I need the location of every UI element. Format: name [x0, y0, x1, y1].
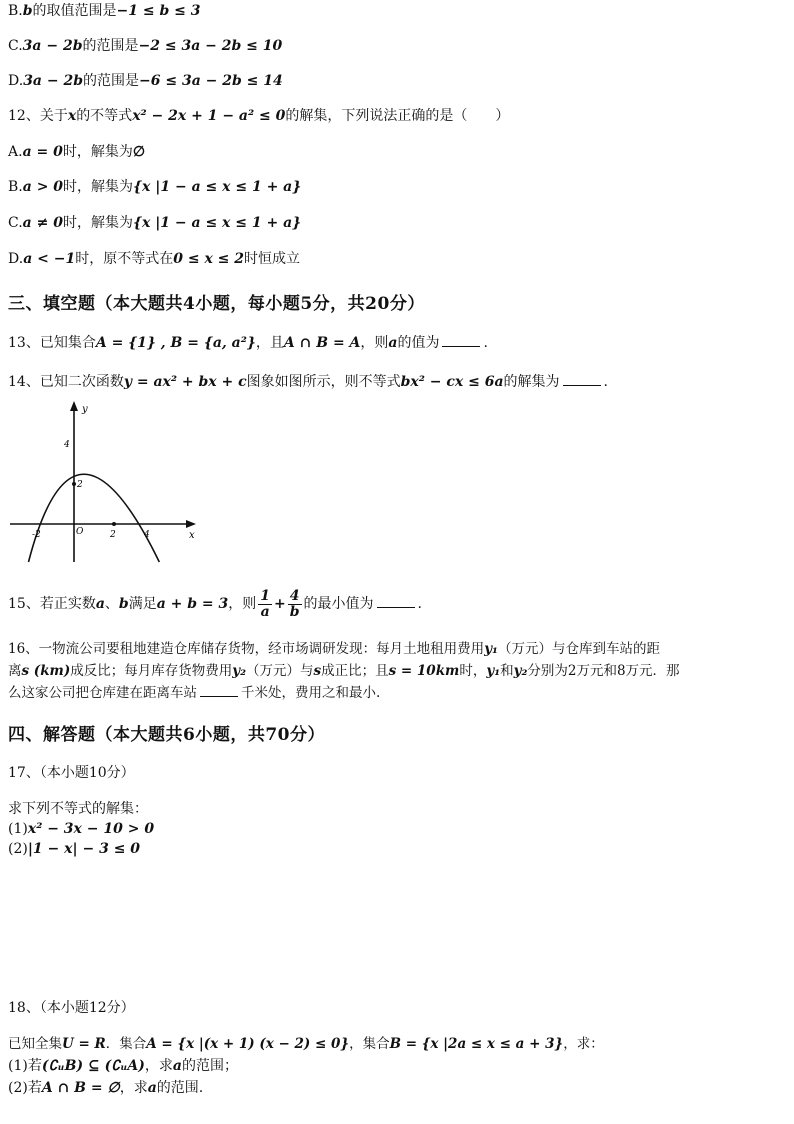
q14: 14、已知二次函数y = ax² + bx + c图象如图所示，则不等式bx² − cx ≤ 6a的解集为 .	[8, 374, 608, 390]
x-tick-label-neg2: -2	[32, 530, 41, 540]
y-tick-dot-2	[72, 482, 76, 486]
q12-option-d: D.a < −1时，原不等式在0 ≤ x ≤ 2时恒成立	[8, 251, 301, 267]
q15: 15、若正实数a、b满足a + b = 3，则 $\frac{1}{a}$ + $\frac{4}{b}$ 的最小值为 .	[8, 587, 422, 620]
q12-option-c: C.a ≠ 0时，解集为{x |1 − a ≤ x ≤ 1 + a}	[8, 215, 302, 231]
q18-stem: 已知全集U = R．集合A = {x |(x + 1) (x − 2) ≤ 0}，集合B = {x |2a ≤ x ≤ a + 3}，求：	[8, 1036, 604, 1052]
y-tick-label-4: 4	[64, 440, 70, 450]
section-4-heading: 四、解答题（本大题共6小题，共70分）	[8, 725, 325, 745]
q17-title: 17、（本小题10分）	[8, 765, 135, 781]
q12-option-b: B.a > 0时，解集为{x |1 − a ≤ x ≤ 1 + a}	[8, 179, 302, 195]
answer-blank	[442, 334, 480, 347]
q18-title: 18、（本小题12分）	[8, 1000, 135, 1016]
q18-part-2: (2)若A ∩ B = ∅，求a的范围.	[8, 1080, 204, 1096]
q11-option-d: D.3a − 2b的范围是−6 ≤ 3a − 2b ≤ 14	[8, 73, 283, 89]
q11-option-c: C.3a − 2b的范围是−2 ≤ 3a − 2b ≤ 10	[8, 38, 283, 54]
fraction-4-over-b: $\frac{4}{b}$	[289, 587, 300, 620]
q17-part-2: (2)|1 − x| − 3 ≤ 0	[8, 841, 141, 857]
q11-option-b: B.b的取值范围是−1 ≤ b ≤ 3	[8, 3, 201, 19]
parabola-curve	[29, 474, 160, 562]
section-3-heading: 三、填空题（本大题共4小题，每小题5分，共20分）	[8, 294, 425, 314]
q16-line-3: 么这家公司把仓库建在距离车站 千米处，费用之和最小.	[8, 685, 381, 701]
q17-stem: 求下列不等式的解集：	[8, 801, 148, 817]
q18-part-1: (1)若(∁ᵤB) ⊆ (∁ᵤA)，求a的范围；	[8, 1058, 238, 1074]
q17-part-1: (1)x² − 3x − 10 > 0	[8, 821, 155, 837]
x-axis-label: x	[189, 530, 195, 541]
y-axis-label: y	[82, 404, 88, 415]
x-axis-arrow	[186, 520, 196, 528]
x-tick-label-4: 4	[144, 530, 150, 540]
q16-line-2: 离s (km)成反比；每月库存货物费用y₂（万元）与s成正比；且s = 10km时，y₁和y₂分别为2万元和8万元．那	[8, 663, 680, 679]
q13: 13、已知集合A = {1} , B = {a, a²}，且A ∩ B = A，则a的值为 .	[8, 335, 488, 351]
q16-line-1: 16、一物流公司要租地建造仓库储存货物，经市场调研发现：每月土地租用费用y₁（万元）与仓库到车站的距	[8, 641, 660, 657]
q12-stem: 12、关于x的不等式x² − 2x + 1 − a² ≤ 0的解集，下列说法正确的是（ ）	[8, 108, 510, 124]
origin-label: O	[76, 527, 84, 537]
answer-blank	[377, 595, 415, 608]
answer-blank	[563, 373, 601, 386]
y-axis-arrow	[70, 401, 78, 411]
parabola-graph	[8, 398, 200, 564]
answer-blank	[200, 684, 238, 697]
y-tick-label-2: 2	[77, 480, 83, 490]
x-tick-label-2: 2	[110, 530, 116, 540]
q12-option-a: A.a = 0时，解集为∅	[8, 144, 146, 160]
x-tick-dot-2	[112, 522, 116, 526]
fraction-1-over-a: $\frac{1}{a}$	[260, 587, 271, 620]
